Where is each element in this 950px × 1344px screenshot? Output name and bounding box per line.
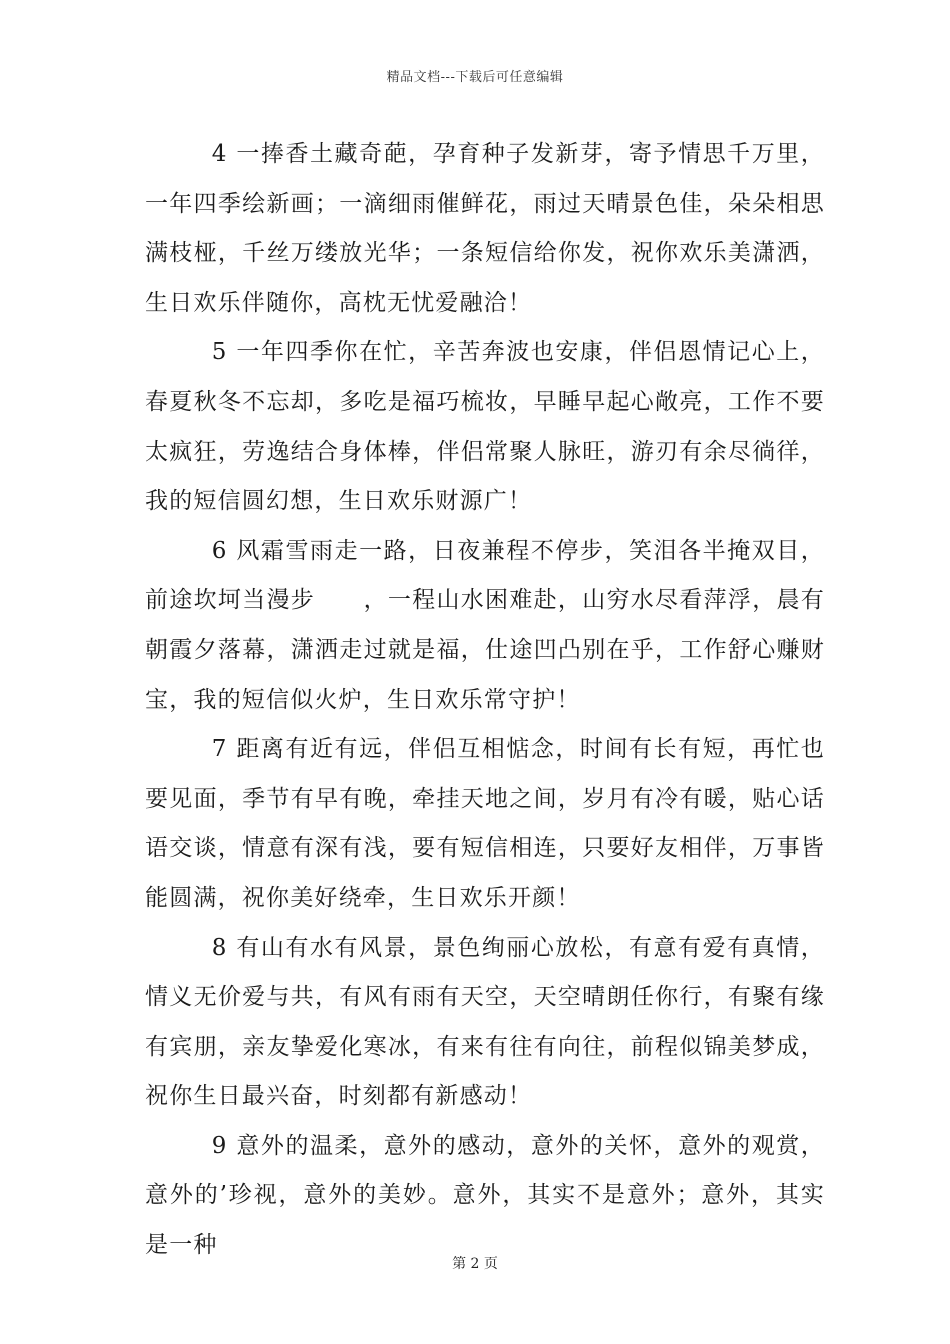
paragraph-9: 9 意外的温柔，意外的感动，意外的关怀，意外的观赏，意外的’珍视，意外的美妙。意外，其实不是意外；意外，其实是一种	[145, 1132, 825, 1259]
paragraph-4: 4 一捧香土藏奇葩，孕育种子发新芽，寄予情思千万里，一年四季绘新画；一滴细雨催鲜花，雨过天晴景色佳，朵朵相思满枝桠，千丝万缕放光华；一条短信给你发，祝你欢乐美潇洒，生日欢乐伴随你，高枕无忧爱融洽！	[145, 141, 825, 316]
page-header: 精品文档---下载后可任意编辑	[386, 70, 564, 85]
page-number: 第 2 页	[452, 1256, 498, 1272]
paragraph-8: 8 有山有水有风景，景色绚丽心放松，有意有爱有真情，情义无价爱与共，有风有雨有天空，天空晴朗任你行，有聚有缘有宾朋，亲友挚爱化寒冰，有来有往有向往，前程似锦美梦成，祝你生日最兴奋，时刻都有新感动！	[145, 934, 825, 1110]
paragraph-5: 5 一年四季你在忙，辛苦奔波也安康，伴侣恩情记心上，春夏秋冬不忘却，多吃是福巧梳妆，早睡早起心敞亮，工作不要太疯狂，劳逸结合身体棒，伴侣常聚人脉旺，游刃有余尽徜徉，我的短信圆幻想，生日欢乐财源广！	[145, 339, 825, 515]
paragraph-7: 7 距离有近有远，伴侣互相惦念，时间有长有短，再忙也要见面，季节有早有晚，牵挂天地之间，岁月有冷有暖，贴心话语交谈，情意有深有浅，要有短信相连，只要好友相伴，万事皆能圆满，祝你美好绕牵，生日欢乐开颜！	[145, 736, 825, 911]
document-body	[145, 130, 825, 1271]
paragraph-6: 6 风霜雪雨走一路，日夜兼程不停步，笑泪各半掩双目，前途坎坷当漫步 ，一程山水困难赴，山穷水尽看萍浮，晨有朝霞夕落幕，潇洒走过就是福，仕途凹凸别在乎，工作舒心赚财宝，我的短信似火炉，生日欢乐常守护！	[145, 537, 825, 713]
